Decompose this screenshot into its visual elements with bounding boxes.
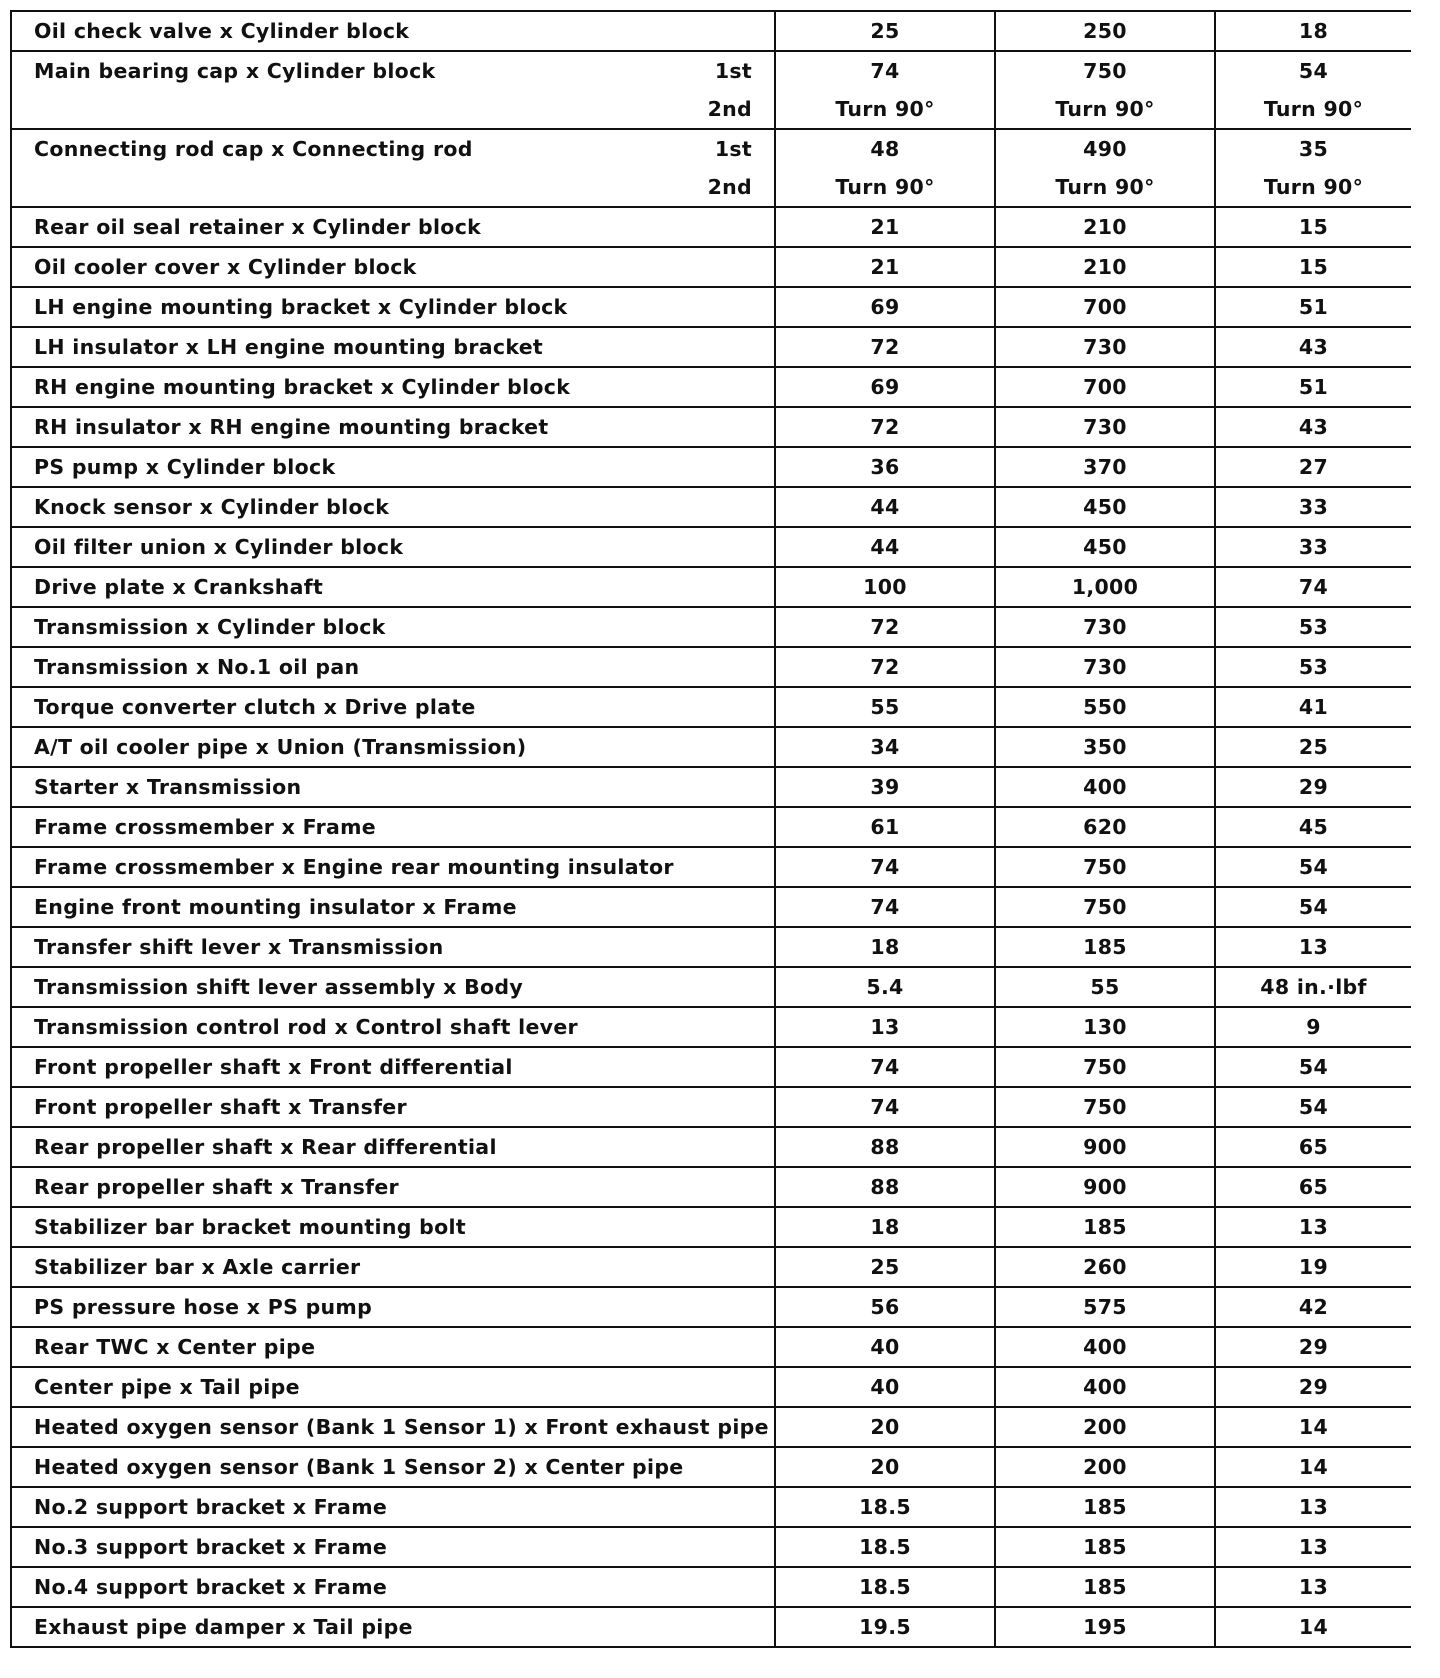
torque-ftlbf: 25 [1215, 727, 1411, 767]
table-row [11, 967, 1411, 1007]
torque-kgfcm: 575 [995, 1287, 1215, 1327]
table-row [11, 927, 1411, 967]
torque-ftlbf: 33 [1215, 527, 1411, 567]
torque-ftlbf: 42 [1215, 1287, 1411, 1327]
torque-ftlbf-cell [1215, 129, 1411, 207]
part-description: Starter x Transmission [11, 767, 775, 807]
part-description-cell [11, 51, 775, 129]
table-row [11, 11, 1411, 51]
part-description: Stabilizer bar bracket mounting bolt [11, 1207, 775, 1247]
table-row [11, 327, 1411, 367]
torque-spec-table [10, 10, 1411, 1648]
torque-ftlbf: 54 [1215, 1087, 1411, 1127]
torque-nm: 18 [775, 1207, 995, 1247]
torque-nm: 18 [775, 927, 995, 967]
table-row [11, 407, 1411, 447]
table-row [11, 887, 1411, 927]
step-value: 48 [870, 137, 900, 161]
table-row [11, 847, 1411, 887]
torque-kgfcm: 900 [995, 1167, 1215, 1207]
torque-ftlbf: 51 [1215, 287, 1411, 327]
part-description: LH insulator x LH engine mounting bracket [11, 327, 775, 367]
step-label: 1st [714, 59, 752, 83]
table-row [11, 1447, 1411, 1487]
part-description: Rear propeller shaft x Transfer [11, 1167, 775, 1207]
table-row [11, 1407, 1411, 1447]
torque-ftlbf: 29 [1215, 1327, 1411, 1367]
part-description-cell [11, 129, 775, 207]
table-row [11, 1287, 1411, 1327]
torque-ftlbf: 41 [1215, 687, 1411, 727]
torque-kgfcm: 750 [995, 1047, 1215, 1087]
torque-nm: 5.4 [775, 967, 995, 1007]
torque-ftlbf: 54 [1215, 1047, 1411, 1087]
part-description: Connecting rod cap x Connecting rod [34, 137, 473, 161]
table-row [11, 687, 1411, 727]
part-description: Rear TWC x Center pipe [11, 1327, 775, 1367]
torque-nm: 72 [775, 607, 995, 647]
part-description: Oil cooler cover x Cylinder block [11, 247, 775, 287]
table-row [11, 727, 1411, 767]
torque-kgfcm-cell [995, 129, 1215, 207]
part-description: Center pipe x Tail pipe [11, 1367, 775, 1407]
torque-ftlbf: 9 [1215, 1007, 1411, 1047]
table-row [11, 1047, 1411, 1087]
table-row [11, 247, 1411, 287]
torque-kgfcm: 185 [995, 1527, 1215, 1567]
torque-nm: 69 [775, 287, 995, 327]
torque-ftlbf-cell [1215, 51, 1411, 129]
part-description: Stabilizer bar x Axle carrier [11, 1247, 775, 1287]
torque-nm: 21 [775, 247, 995, 287]
table-row [11, 527, 1411, 567]
part-description: Torque converter clutch x Drive plate [11, 687, 775, 727]
torque-nm: 100 [775, 567, 995, 607]
torque-kgfcm: 620 [995, 807, 1215, 847]
step-value: Turn 90° [1055, 97, 1155, 121]
torque-ftlbf: 15 [1215, 207, 1411, 247]
part-description: Exhaust pipe damper x Tail pipe [11, 1607, 775, 1647]
torque-nm: 72 [775, 327, 995, 367]
torque-kgfcm: 200 [995, 1407, 1215, 1447]
torque-kgfcm: 210 [995, 247, 1215, 287]
part-description: PS pressure hose x PS pump [11, 1287, 775, 1327]
table-row [11, 1487, 1411, 1527]
torque-ftlbf: 14 [1215, 1607, 1411, 1647]
torque-nm-cell [775, 129, 995, 207]
torque-ftlbf: 43 [1215, 407, 1411, 447]
table-row [11, 767, 1411, 807]
table-row [11, 607, 1411, 647]
part-description: RH insulator x RH engine mounting bracket [11, 407, 775, 447]
table-row [11, 129, 1411, 207]
torque-ftlbf: 18 [1215, 11, 1411, 51]
torque-nm: 72 [775, 647, 995, 687]
part-description: No.4 support bracket x Frame [11, 1567, 775, 1607]
torque-kgfcm: 185 [995, 927, 1215, 967]
torque-nm: 74 [775, 887, 995, 927]
step-value: 74 [870, 59, 900, 83]
torque-ftlbf: 13 [1215, 1487, 1411, 1527]
torque-nm: 69 [775, 367, 995, 407]
step-value: Turn 90° [835, 175, 935, 199]
table-row [11, 1127, 1411, 1167]
torque-kgfcm: 185 [995, 1487, 1215, 1527]
torque-ftlbf: 45 [1215, 807, 1411, 847]
torque-kgfcm: 185 [995, 1207, 1215, 1247]
torque-nm: 44 [775, 527, 995, 567]
part-description: Front propeller shaft x Front differential [11, 1047, 775, 1087]
table-row [11, 807, 1411, 847]
torque-ftlbf: 74 [1215, 567, 1411, 607]
torque-kgfcm: 900 [995, 1127, 1215, 1167]
torque-nm: 25 [775, 1247, 995, 1287]
table-row [11, 1207, 1411, 1247]
torque-ftlbf: 15 [1215, 247, 1411, 287]
torque-kgfcm: 1,000 [995, 567, 1215, 607]
step-value: Turn 90° [1263, 97, 1364, 121]
torque-ftlbf: 19 [1215, 1247, 1411, 1287]
step-label: 2nd [707, 175, 752, 199]
torque-nm: 34 [775, 727, 995, 767]
part-description: Oil check valve x Cylinder block [11, 11, 775, 51]
torque-kgfcm: 350 [995, 727, 1215, 767]
torque-spec-sheet [10, 10, 1410, 1648]
step-value: Turn 90° [1263, 175, 1364, 199]
table-row [11, 447, 1411, 487]
torque-ftlbf: 13 [1215, 1567, 1411, 1607]
table-row [11, 647, 1411, 687]
torque-nm: 61 [775, 807, 995, 847]
part-description: Transmission x Cylinder block [11, 607, 775, 647]
part-description: Transmission shift lever assembly x Body [11, 967, 775, 1007]
torque-ftlbf: 65 [1215, 1127, 1411, 1167]
step-value: Turn 90° [1055, 175, 1155, 199]
torque-kgfcm: 700 [995, 367, 1215, 407]
torque-nm-cell [775, 51, 995, 129]
torque-kgfcm: 200 [995, 1447, 1215, 1487]
part-description: Frame crossmember x Frame [11, 807, 775, 847]
torque-kgfcm: 550 [995, 687, 1215, 727]
torque-nm: 74 [775, 1087, 995, 1127]
torque-nm: 88 [775, 1167, 995, 1207]
torque-ftlbf: 29 [1215, 767, 1411, 807]
torque-kgfcm: 260 [995, 1247, 1215, 1287]
torque-kgfcm: 185 [995, 1567, 1215, 1607]
torque-kgfcm: 730 [995, 607, 1215, 647]
table-row [11, 367, 1411, 407]
part-description: Heated oxygen sensor (Bank 1 Sensor 2) x Center pipe [11, 1447, 775, 1487]
torque-ftlbf: 14 [1215, 1447, 1411, 1487]
part-description: PS pump x Cylinder block [11, 447, 775, 487]
torque-ftlbf: 54 [1215, 847, 1411, 887]
table-row [11, 207, 1411, 247]
torque-nm: 56 [775, 1287, 995, 1327]
torque-kgfcm: 130 [995, 1007, 1215, 1047]
torque-ftlbf: 48 in.·lbf [1215, 967, 1411, 1007]
torque-ftlbf: 43 [1215, 327, 1411, 367]
part-description: Main bearing cap x Cylinder block [34, 59, 436, 83]
torque-kgfcm: 55 [995, 967, 1215, 1007]
part-description: No.2 support bracket x Frame [11, 1487, 775, 1527]
torque-ftlbf: 53 [1215, 647, 1411, 687]
torque-nm: 18.5 [775, 1487, 995, 1527]
torque-kgfcm: 700 [995, 287, 1215, 327]
step-label: 2nd [707, 97, 752, 121]
step-label: 1st [714, 137, 752, 161]
part-description: RH engine mounting bracket x Cylinder block [11, 367, 775, 407]
table-row [11, 1087, 1411, 1127]
torque-ftlbf: 13 [1215, 1207, 1411, 1247]
torque-nm: 20 [775, 1447, 995, 1487]
description-line [34, 90, 774, 128]
torque-nm: 74 [775, 1047, 995, 1087]
torque-ftlbf: 13 [1215, 1527, 1411, 1567]
part-description: Knock sensor x Cylinder block [11, 487, 775, 527]
torque-ftlbf: 33 [1215, 487, 1411, 527]
torque-nm: 72 [775, 407, 995, 447]
torque-kgfcm: 210 [995, 207, 1215, 247]
step-value: 750 [1083, 59, 1127, 83]
torque-kgfcm: 370 [995, 447, 1215, 487]
torque-nm: 20 [775, 1407, 995, 1447]
part-description: Oil filter union x Cylinder block [11, 527, 775, 567]
step-value: 54 [1298, 59, 1329, 83]
table-row [11, 1167, 1411, 1207]
torque-kgfcm: 730 [995, 407, 1215, 447]
part-description: Rear oil seal retainer x Cylinder block [11, 207, 775, 247]
torque-kgfcm: 730 [995, 327, 1215, 367]
part-description: Engine front mounting insulator x Frame [11, 887, 775, 927]
torque-kgfcm: 400 [995, 1367, 1215, 1407]
torque-nm: 88 [775, 1127, 995, 1167]
part-description: Transmission control rod x Control shaft lever [11, 1007, 775, 1047]
step-value: Turn 90° [835, 97, 935, 121]
description-line [34, 52, 774, 90]
torque-ftlbf: 51 [1215, 367, 1411, 407]
table-row [11, 287, 1411, 327]
part-description: Front propeller shaft x Transfer [11, 1087, 775, 1127]
torque-nm: 18.5 [775, 1567, 995, 1607]
torque-ftlbf: 53 [1215, 607, 1411, 647]
torque-nm: 25 [775, 11, 995, 51]
table-row [11, 1327, 1411, 1367]
torque-kgfcm: 450 [995, 487, 1215, 527]
torque-kgfcm: 750 [995, 847, 1215, 887]
torque-nm: 18.5 [775, 1527, 995, 1567]
torque-nm: 36 [775, 447, 995, 487]
part-description: Frame crossmember x Engine rear mounting insulator [11, 847, 775, 887]
table-row [11, 1607, 1411, 1647]
part-description: Transmission x No.1 oil pan [11, 647, 775, 687]
torque-kgfcm: 195 [995, 1607, 1215, 1647]
torque-ftlbf: 29 [1215, 1367, 1411, 1407]
torque-kgfcm: 400 [995, 767, 1215, 807]
step-value: 490 [1083, 137, 1127, 161]
table-row [11, 1247, 1411, 1287]
table-row [11, 1567, 1411, 1607]
torque-kgfcm: 400 [995, 1327, 1215, 1367]
torque-nm: 40 [775, 1367, 995, 1407]
torque-kgfcm: 250 [995, 11, 1215, 51]
torque-kgfcm-cell [995, 51, 1215, 129]
part-description: Transfer shift lever x Transmission [11, 927, 775, 967]
step-value: 35 [1298, 137, 1329, 161]
part-description: Rear propeller shaft x Rear differential [11, 1127, 775, 1167]
torque-kgfcm: 450 [995, 527, 1215, 567]
torque-table-body [11, 11, 1411, 1647]
torque-nm: 44 [775, 487, 995, 527]
torque-kgfcm: 750 [995, 1087, 1215, 1127]
part-description: LH engine mounting bracket x Cylinder block [11, 287, 775, 327]
description-line [34, 168, 774, 206]
torque-nm: 39 [775, 767, 995, 807]
table-row [11, 1527, 1411, 1567]
torque-nm: 13 [775, 1007, 995, 1047]
torque-nm: 19.5 [775, 1607, 995, 1647]
table-row [11, 1367, 1411, 1407]
part-description: No.3 support bracket x Frame [11, 1527, 775, 1567]
description-line [34, 130, 774, 168]
torque-nm: 74 [775, 847, 995, 887]
torque-nm: 55 [775, 687, 995, 727]
table-row [11, 1007, 1411, 1047]
table-row [11, 487, 1411, 527]
torque-kgfcm: 750 [995, 887, 1215, 927]
torque-ftlbf: 14 [1215, 1407, 1411, 1447]
part-description: Drive plate x Crankshaft [11, 567, 775, 607]
part-description: A/T oil cooler pipe x Union (Transmission) [11, 727, 775, 767]
torque-nm: 21 [775, 207, 995, 247]
torque-nm: 40 [775, 1327, 995, 1367]
torque-ftlbf: 13 [1215, 927, 1411, 967]
table-row [11, 567, 1411, 607]
torque-ftlbf: 65 [1215, 1167, 1411, 1207]
torque-ftlbf: 27 [1215, 447, 1411, 487]
torque-ftlbf: 54 [1215, 887, 1411, 927]
part-description: Heated oxygen sensor (Bank 1 Sensor 1) x Front exhaust pipe [11, 1407, 775, 1447]
torque-kgfcm: 730 [995, 647, 1215, 687]
table-row [11, 51, 1411, 129]
